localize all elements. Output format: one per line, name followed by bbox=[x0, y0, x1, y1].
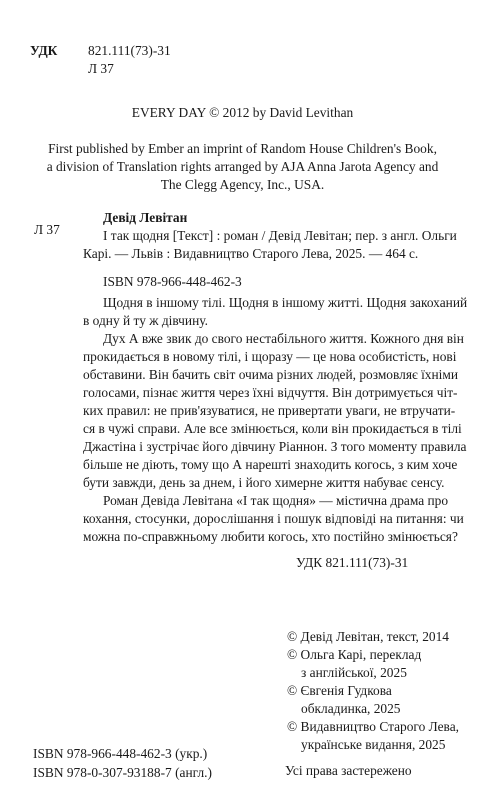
annotation-line: обставини. Він бачить світ очима різних людей, розмовляє їхніми bbox=[83, 367, 459, 382]
annotation-line: прокидається в новому тілі, і щоразу — це нова особистість, нові bbox=[83, 349, 457, 364]
rights-reserved: Усі права застережено bbox=[285, 763, 412, 778]
udk-footer: УДК 821.111(73)-31 bbox=[296, 555, 409, 570]
credit-translator-detail: з англійської, 2025 bbox=[301, 665, 407, 680]
credit-publisher: © Видавництво Старого Лева, bbox=[287, 719, 459, 734]
annotation-line: кохання, стосунки, дорослішання і пошук відповіді на питання: чи bbox=[83, 511, 464, 526]
credit-publisher-detail: українське видання, 2025 bbox=[301, 737, 446, 752]
annotation-line: Дух А вже звик до свого нестабільного життя. Кожного дня він bbox=[103, 331, 464, 346]
annotation bbox=[83, 294, 473, 546]
annotation-line: Джастіна і зустрічає його дівчину Ріаннон. З того моменту правила bbox=[83, 439, 467, 454]
catalog-line: Карі. — Львів : Видавництво Старого Лева, 2025. — 464 с. bbox=[83, 246, 419, 261]
udk-label: УДК bbox=[30, 43, 58, 58]
catalog-entry bbox=[83, 209, 468, 291]
catalog-isbn: ISBN 978-966-448-462-3 bbox=[103, 274, 242, 289]
copyright-line: EVERY DAY © 2012 by David Levithan bbox=[131, 105, 354, 120]
annotation-line: можна по-справжньому любити когось, хто постійно змінюється? bbox=[83, 529, 458, 544]
credit-cover-detail: обкладинка, 2025 bbox=[301, 701, 401, 716]
annotation-line: ких правил: не прив'язуватися, не привертати уваги, не втручати- bbox=[83, 403, 456, 418]
udk-code: 821.111(73)-31 bbox=[88, 43, 171, 58]
copyright-line: The Clegg Agency, Inc., USA. bbox=[160, 177, 325, 192]
isbn-list bbox=[33, 744, 212, 782]
isbn-ukr: ISBN 978-966-448-462-3 (укр.) bbox=[33, 746, 208, 761]
side-author-mark: Л 37 bbox=[34, 222, 60, 237]
annotation-line: голосами, пізнає життя через їхні відчуття. Він дотримується чіт- bbox=[83, 385, 458, 400]
isbn-eng: ISBN 978-0-307-93188-7 (англ.) bbox=[33, 765, 212, 780]
credit-cover: © Євгенія Гудкова bbox=[287, 683, 392, 698]
copyright-line: a division of Translation rights arranged by AJA Anna Jarota Agency and bbox=[46, 159, 439, 174]
annotation-line: бути завжди, день за днем, і його химерне життя набуває сенсу. bbox=[83, 475, 445, 490]
author-mark: Л 37 bbox=[88, 61, 114, 76]
annotation-line: в одну й ту ж дівчину. bbox=[83, 313, 208, 328]
annotation-line: більше не діють, тому що А нарешті знаходить когось, з ким хоче bbox=[83, 457, 458, 472]
copyright-line: First published by Ember an imprint of Random House Children's Book, bbox=[48, 141, 437, 156]
annotation-line: ся в чужі справи. Але все змінюється, коли він прокидається в тілі bbox=[83, 421, 462, 436]
annotation-line: Щодня в іншому тілі. Щодня в іншому житті. Щодня закоханий bbox=[103, 295, 468, 310]
credit-author: © Девід Левітан, текст, 2014 bbox=[287, 629, 449, 644]
credit-translator: © Ольга Карі, переклад bbox=[287, 647, 422, 662]
annotation-line: Роман Девіда Левітана «І так щодня» — містична драма про bbox=[103, 493, 449, 508]
catalog-line: І так щодня [Текст] : роман / Девід Левітан; пер. з англ. Ольги bbox=[103, 228, 457, 243]
catalog-author: Девід Левітан bbox=[103, 210, 188, 225]
credits-block bbox=[287, 628, 459, 754]
